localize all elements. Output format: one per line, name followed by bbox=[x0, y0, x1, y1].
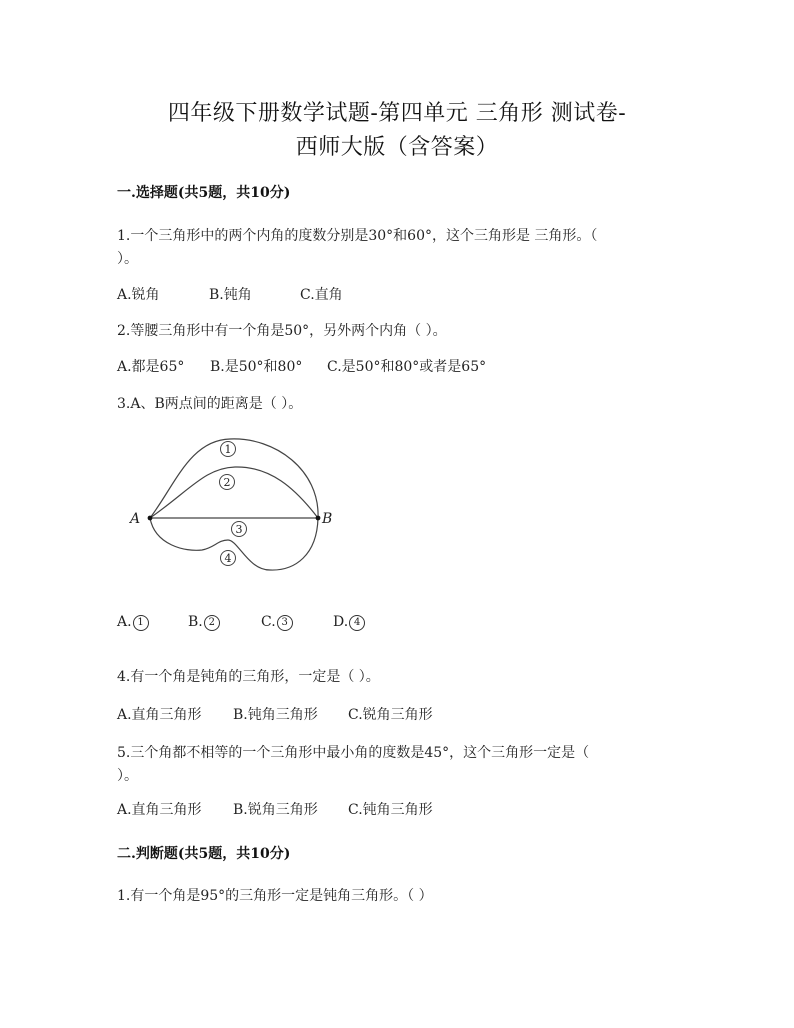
question-1-text-cont: ）。 bbox=[117, 251, 138, 267]
section-heading-choice: 一.选择题(共5题，共10分) bbox=[117, 185, 291, 201]
page-title-line-1: 四年级下册数学试题-第四单元 三角形 测试卷- bbox=[167, 101, 627, 126]
path-label-3 bbox=[232, 522, 247, 537]
circled-number-2: 2 bbox=[204, 615, 220, 631]
judgment-1-text: 1.有一个角是95°的三角形一定是钝角三角形。（ ） bbox=[117, 888, 433, 904]
question-1-option-b: B.钝角 bbox=[209, 287, 252, 303]
circled-number-4: 4 bbox=[349, 615, 365, 631]
question-5-option-a: A.直角三角形 bbox=[117, 802, 202, 818]
question-2-option-c: C.是50°和80°或者是65° bbox=[327, 359, 487, 375]
question-3-option-a: A. 1 bbox=[117, 614, 149, 631]
question-4-text: 4.有一个角是钝角的三角形，一定是（ ）。 bbox=[117, 669, 380, 685]
path-label-2 bbox=[220, 475, 235, 490]
circled-number-3: 3 bbox=[277, 615, 293, 631]
page-title-line-2: 西师大版（含答案） bbox=[295, 135, 499, 160]
question-4-option-c: C.锐角三角形 bbox=[348, 707, 433, 723]
question-3-text: 3.A、B两点间的距离是（ ）。 bbox=[117, 396, 303, 412]
point-b-label: B bbox=[322, 511, 333, 527]
question-3-option-b: B. 2 bbox=[188, 614, 220, 631]
question-1-text: 1.一个三角形中的两个内角的度数分别是30°和60°，这个三角形是 三角形。（ bbox=[117, 228, 598, 244]
question-2-option-b: B.是50°和80° bbox=[210, 359, 303, 375]
path-2-curve bbox=[150, 467, 318, 518]
question-4-option-b: B.钝角三角形 bbox=[233, 707, 318, 723]
question-5-text-cont: ）。 bbox=[117, 768, 138, 784]
svg-text:1: 1 bbox=[224, 443, 232, 456]
question-1-option-a: A.锐角 bbox=[117, 287, 160, 303]
question-1-option-c: C.直角 bbox=[300, 287, 343, 303]
point-a-label: A bbox=[130, 511, 141, 527]
question-5-option-c: C.钝角三角形 bbox=[348, 802, 433, 818]
svg-text:4: 4 bbox=[224, 552, 232, 565]
path-label-4 bbox=[221, 551, 236, 566]
point-a-dot bbox=[148, 516, 153, 521]
path-diagram bbox=[110, 430, 350, 580]
question-3-option-d: D. 4 bbox=[333, 614, 365, 631]
question-4-option-a: A.直角三角形 bbox=[117, 707, 202, 723]
section-heading-true-false: 二.判断题(共5题，共10分) bbox=[117, 846, 291, 862]
svg-text:3: 3 bbox=[235, 523, 243, 536]
question-5-text: 5.三个角都不相等的一个三角形中最小角的度数是45°，这个三角形一定是（ bbox=[117, 745, 590, 761]
question-3-option-c: C. 3 bbox=[261, 614, 293, 631]
question-5-option-b: B.锐角三角形 bbox=[233, 802, 318, 818]
point-b-dot bbox=[316, 516, 321, 521]
question-2-text: 2.等腰三角形中有一个角是50°，另外两个内角（ ）。 bbox=[117, 323, 447, 339]
question-2-option-a: A.都是65° bbox=[117, 359, 185, 375]
circled-number-1: 1 bbox=[133, 615, 149, 631]
svg-text:2: 2 bbox=[223, 476, 231, 489]
path-label-1 bbox=[221, 442, 236, 457]
